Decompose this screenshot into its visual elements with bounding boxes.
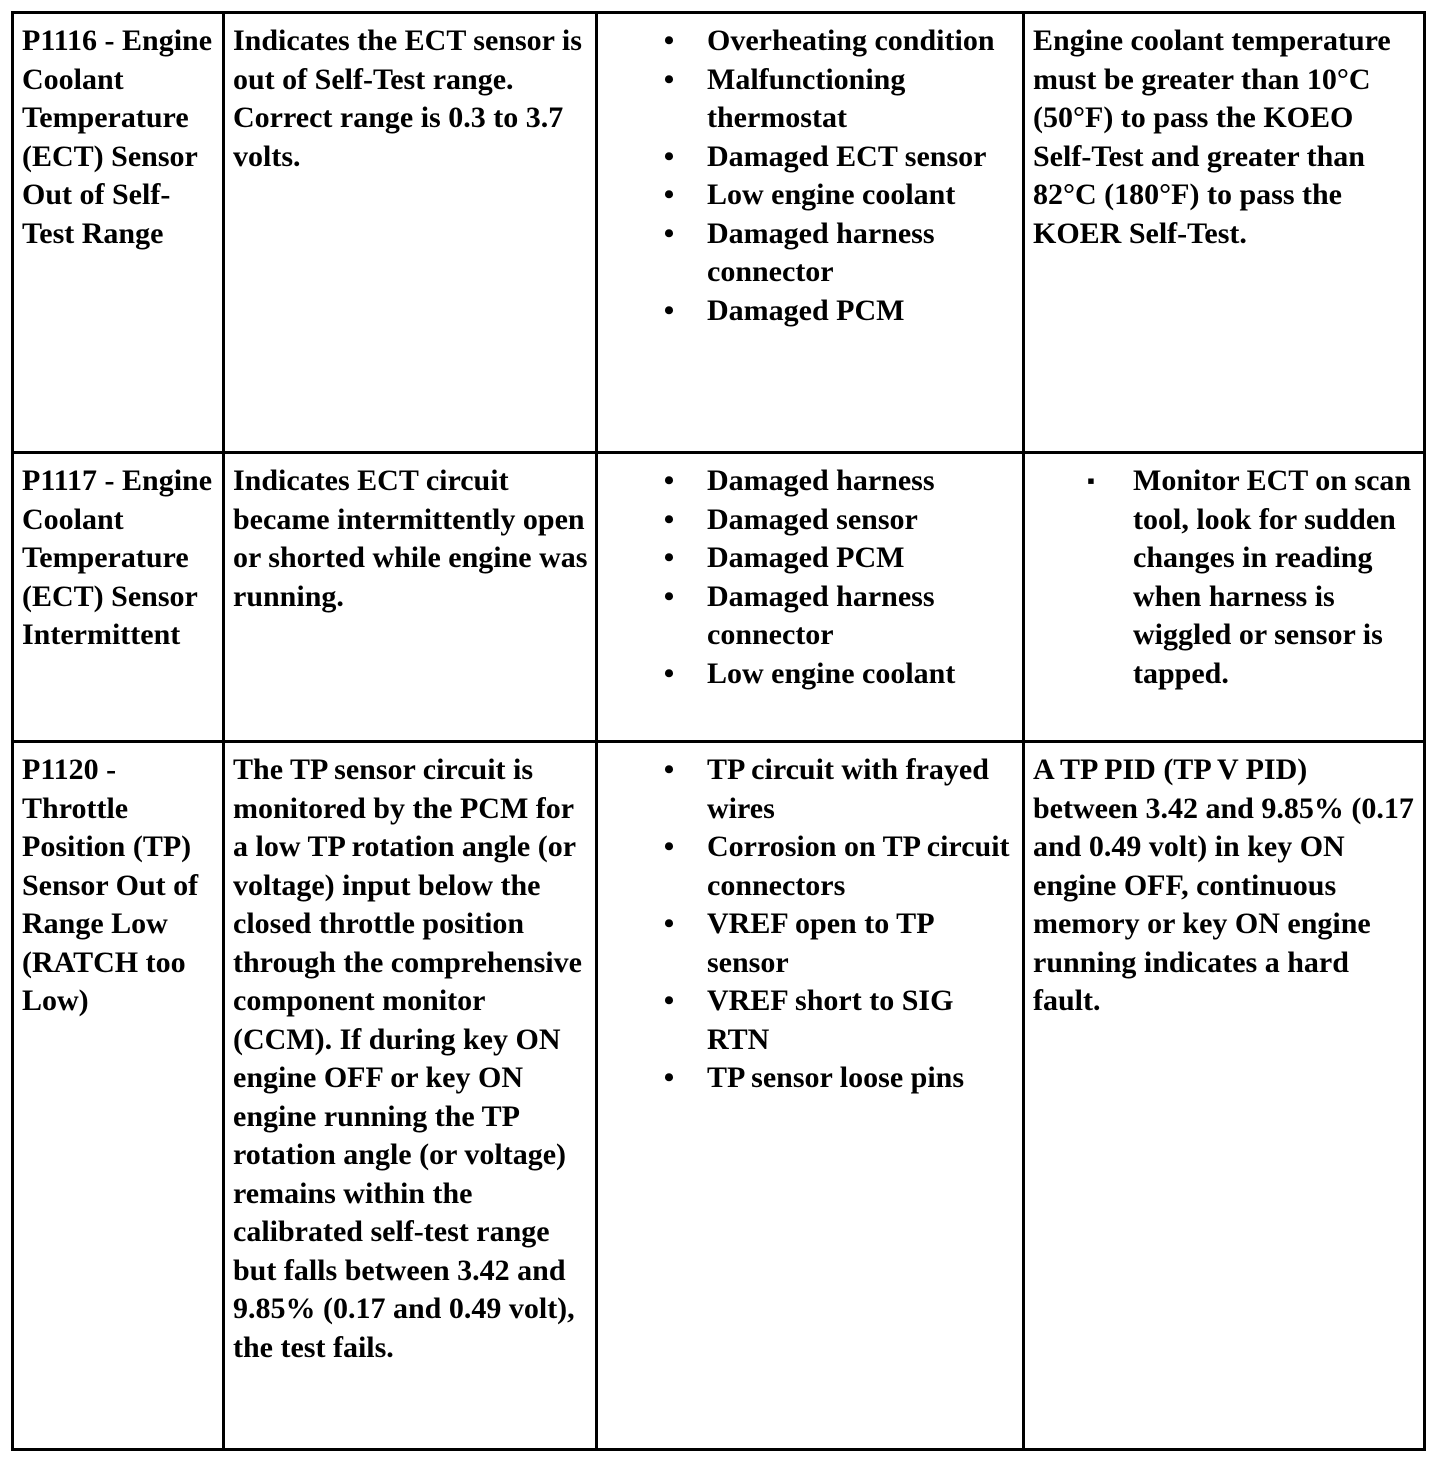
table-row (13, 453, 1425, 742)
dtc-code-cell (13, 742, 224, 1450)
cause-text: Damaged PCM (707, 293, 905, 327)
bullet-icon: • (663, 830, 675, 863)
bullet-icon: • (663, 656, 675, 690)
dtc-description: Indicates the ECT sensor is out of Self-Test range. Correct range is 0.3 to 3.7 volts. (233, 24, 582, 173)
action-cell (1024, 453, 1425, 742)
description-cell (224, 453, 597, 742)
list-item (663, 828, 1016, 905)
dtc-description: Indicates ECT circuit became intermittently open or shorted while engine was running. (233, 464, 588, 613)
square-bullet-icon: ▪ (1087, 468, 1095, 493)
causes-list (606, 462, 1016, 693)
cause-text: Low engine coolant (707, 178, 956, 211)
causes-cell (597, 453, 1024, 742)
description-cell (224, 13, 597, 453)
list-item (663, 292, 1016, 331)
bullet-icon: • (663, 178, 675, 211)
list-item (663, 1059, 1016, 1098)
cause-text: Damaged harness connector (707, 216, 935, 288)
cause-text: VREF open to TP sensor (707, 907, 933, 979)
list-item (663, 982, 1016, 1059)
table-row (13, 742, 1425, 1450)
list-item (663, 215, 1016, 292)
list-item (663, 176, 1016, 215)
bullet-icon: • (663, 24, 675, 57)
action-cell (1024, 13, 1425, 453)
list-item (663, 539, 1016, 578)
causes-list (606, 751, 1016, 1098)
list-item (663, 462, 1016, 501)
bullet-icon: • (663, 293, 675, 327)
cause-text: Malfunctioning thermostat (707, 62, 906, 134)
table-row (13, 13, 1425, 453)
list-item (663, 751, 1016, 828)
dtc-description: The TP sensor circuit is monitored by the PCM for a low TP rotation angle (or voltage) input below the closed throttle position through the comprehensive component monitor (CCM). If during key ON engine OFF or key ON engine running the TP rotation angle (or voltage) remains within the calibrated self-test range but falls between 3.42 and 9.85% (0.17 and 0.49 volt), the test fails. (233, 753, 582, 1364)
cause-text: Damaged ECT sensor (707, 139, 987, 173)
bullet-icon: • (663, 984, 675, 1017)
bullet-icon: • (663, 579, 675, 613)
bullet-icon: • (663, 1061, 675, 1094)
cause-text: Corrosion on TP circuit connectors (707, 830, 1010, 902)
list-item (663, 905, 1016, 982)
dtc-table (11, 11, 1426, 1451)
list-item (663, 501, 1016, 540)
cause-text: Low engine coolant (707, 656, 956, 690)
action-text: A TP PID (TP V PID) between 3.42 and 9.85% (0.17 and 0.49 volt) in key ON engine OFF, continuous memory or key ON engine running indicates a hard fault. (1033, 753, 1414, 1017)
bullet-icon: • (663, 907, 675, 940)
cause-text: Overheating condition (707, 24, 995, 57)
bullet-icon: • (663, 139, 675, 173)
bullet-icon: • (663, 502, 675, 536)
bullet-icon: • (663, 464, 675, 497)
causes-cell (597, 742, 1024, 1450)
list-item (663, 22, 1016, 61)
cause-text: TP circuit with frayed wires (707, 753, 989, 825)
cause-text: TP sensor loose pins (707, 1061, 965, 1094)
dtc-code-cell (13, 13, 224, 453)
bullet-icon: • (663, 753, 675, 786)
causes-list (606, 22, 1016, 330)
bullet-icon: • (663, 62, 675, 96)
bullet-icon: • (663, 541, 675, 574)
action-text: Engine coolant temperature must be greater than 10°C (50°F) to pass the KOEO Self-Test and greater than 82°C (180°F) to pass the KOER Self-Test. (1033, 24, 1391, 250)
cause-text: Damaged PCM (707, 541, 905, 574)
bullet-icon: • (663, 216, 675, 250)
list-item (663, 138, 1016, 177)
dtc-code: P1117 - Engine Coolant Temperature (ECT) Sensor Intermittent (22, 464, 213, 651)
cause-text: VREF short to SIG RTN (707, 984, 954, 1056)
list-item (663, 61, 1016, 138)
list-item (663, 655, 1016, 694)
list-item (1087, 462, 1417, 693)
cause-text: Damaged harness (707, 464, 935, 497)
action-list (1033, 462, 1417, 693)
causes-cell (597, 13, 1024, 453)
cause-text: Damaged sensor (707, 502, 918, 536)
action-text: Monitor ECT on scan tool, look for sudden changes in reading when harness is wiggled or sensor is tapped. (1133, 464, 1412, 690)
dtc-code-cell (13, 453, 224, 742)
description-cell (224, 742, 597, 1450)
action-cell (1024, 742, 1425, 1450)
dtc-code: P1120 - Throttle Position (TP) Sensor Out of Range Low (RATCH too Low) (22, 753, 199, 1017)
list-item (663, 578, 1016, 655)
cause-text: Damaged harness connector (707, 579, 935, 651)
dtc-code: P1116 - Engine Coolant Temperature (ECT) Sensor Out of Self-Test Range (22, 24, 213, 250)
